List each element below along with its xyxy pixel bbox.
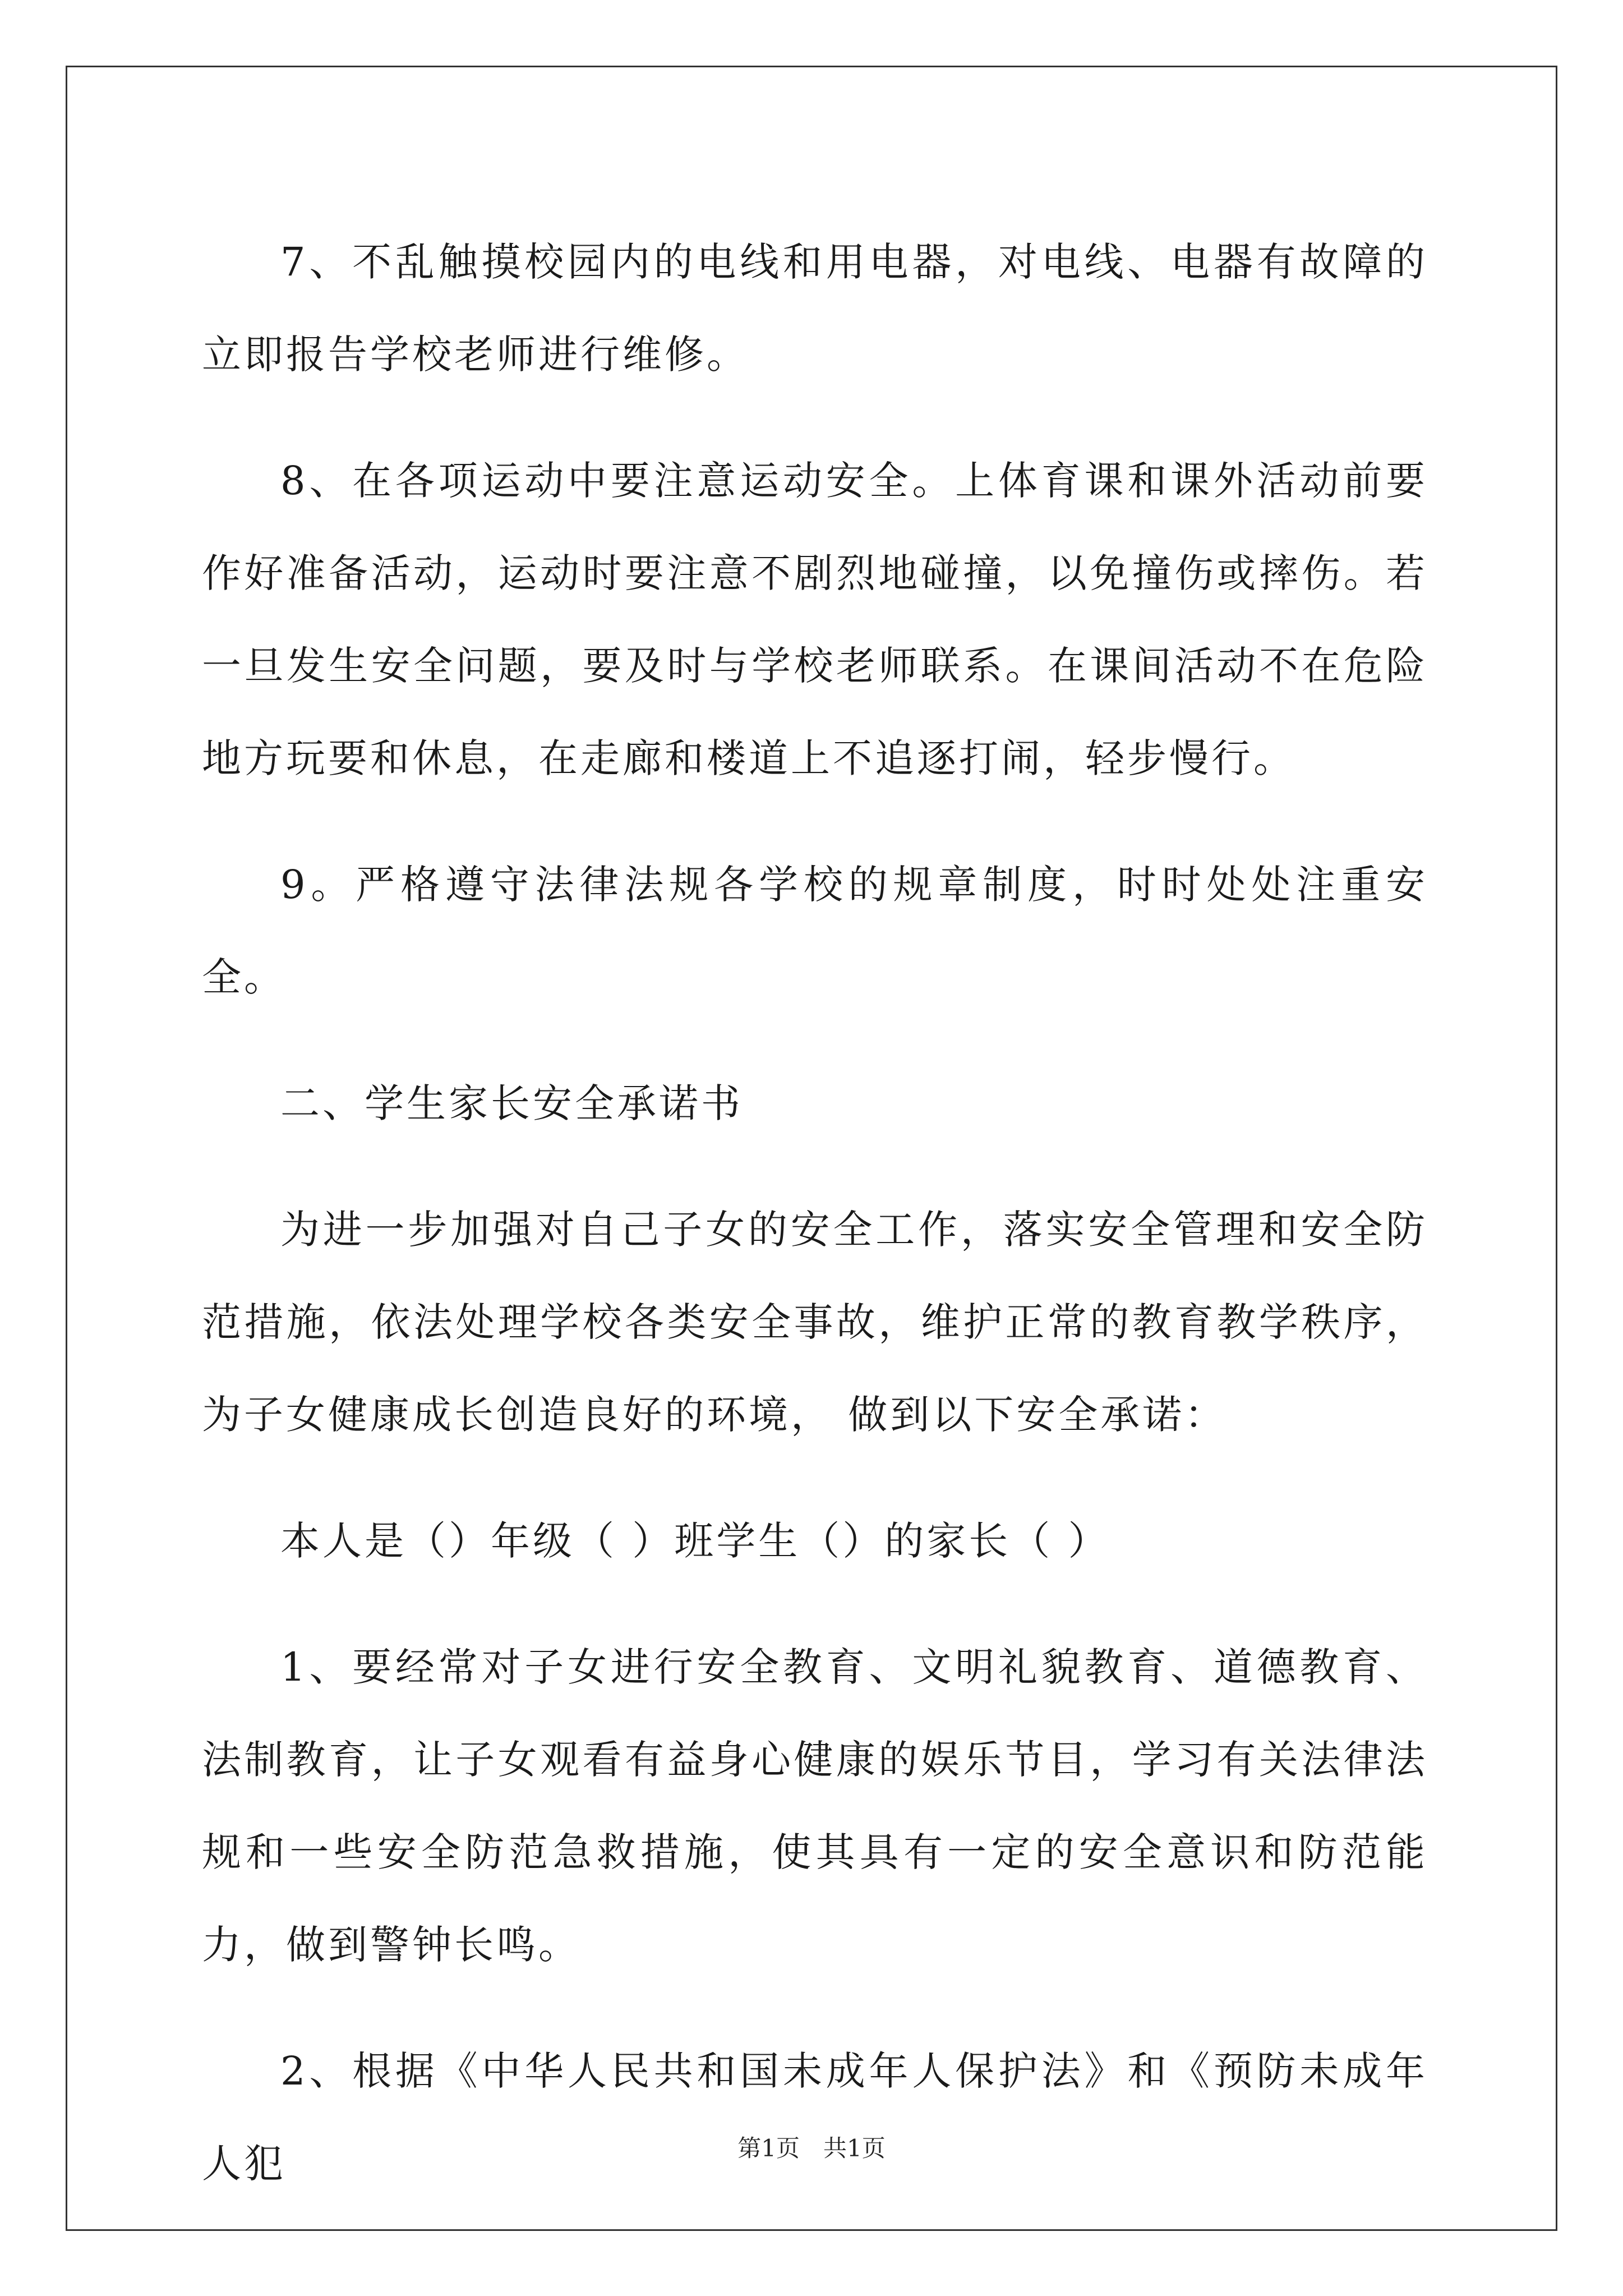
paragraph-gap <box>202 1588 1428 1621</box>
document-body <box>202 216 1428 2210</box>
paragraph-item-9: 9。严格遵守法律法规各学校的规章制度，时时处处注重安全。 <box>202 862 1428 1000</box>
paragraph-gap <box>202 805 1428 839</box>
page-footer: 第1页 共1页 <box>737 2134 886 2162</box>
paragraph-item-8: 8、在各项运动中要注意运动安全。上体育课和课外活动前要作好准备活动，运动时要注意不剧烈地碰撞，以免撞伤或摔伤。若一旦发生安全问题，要及时与学校老师联系。在课间活动不在危险地方玩要和休息，在走廊和楼道上不追逐打闹，轻步慢行。 <box>202 458 1428 781</box>
commitment-item-2: 2、根据《中华人民共和国未成年人保护法》和《预防未成年人犯 <box>202 2048 1428 2187</box>
intro-paragraph: 为进一步加强对自己子女的安全工作，落实安全管理和安全防范措施，依法处理学校各类安全事故，维护正常的教育教学秩序，为子女健康成长创造良好的环境， 做到以下安全承诺： <box>202 1207 1428 1438</box>
section-heading: 二、学生家长安全承诺书 <box>280 1080 743 1126</box>
paragraph-gap <box>202 1150 1428 1184</box>
commitment-item-1: 1、要经常对子女进行安全教育、文明礼貌教育、道德教育、法制教育，让子女观看有益身心健康的娱乐节目，学习有关法律法规和一些安全防范急救措施，使其具有一定的安全意识和防范能力，做到警钟长鸣。 <box>202 1644 1428 1968</box>
paragraph-gap <box>202 401 1428 435</box>
paragraph-gap <box>202 1991 1428 2025</box>
parent-identity-line: 本人是（）年级（ ）班学生（）的家长（ ） <box>280 1518 1110 1564</box>
paragraph-gap <box>202 1024 1428 1057</box>
paragraph-item-7: 7、不乱触摸校园内的电线和用电器，对电线、电器有故障的立即报告学校老师进行维修。 <box>202 239 1428 378</box>
paragraph-gap <box>202 1461 1428 1495</box>
